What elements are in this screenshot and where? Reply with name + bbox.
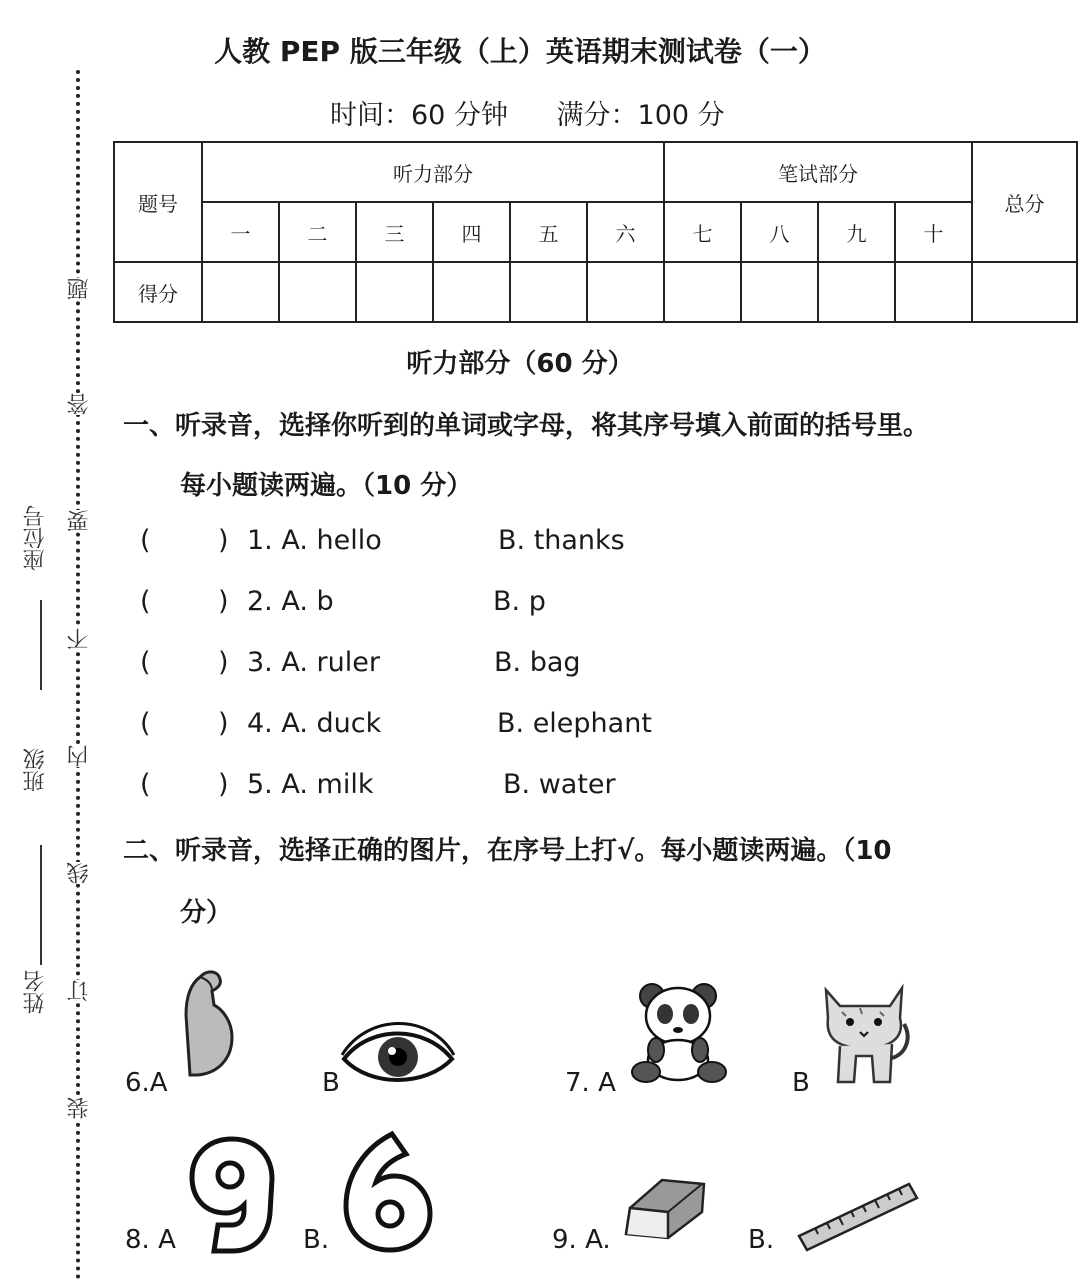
question-number: 九 xyxy=(818,202,895,262)
question-number: 十 xyxy=(895,202,972,262)
q2-sub: 分） xyxy=(180,898,233,928)
option-b: B. thanks xyxy=(498,525,625,556)
exam-full-marks: 满分：100 分 xyxy=(556,100,725,131)
seat-number-blank[interactable] xyxy=(40,600,42,690)
score-label: 得分 xyxy=(114,262,202,322)
q8-option-a-label[interactable]: 8. A xyxy=(125,1225,176,1255)
q9-option-a-label[interactable]: 9. A. xyxy=(552,1225,611,1255)
answer-paren-right: ) xyxy=(218,586,229,617)
binding-char: 要 xyxy=(64,510,90,532)
seat-number-label: 座位号 xyxy=(23,505,48,571)
number-nine-icon xyxy=(188,1135,278,1255)
total-header: 总分 xyxy=(972,142,1077,262)
score-table xyxy=(113,141,1078,323)
question-number: 六 xyxy=(587,202,664,262)
score-cell[interactable] xyxy=(741,262,818,322)
option-a: 3. A. ruler xyxy=(247,647,380,678)
section-title: 听力部分（60 分） xyxy=(406,349,634,379)
question-number: 三 xyxy=(356,202,433,262)
binding-char: 答 xyxy=(64,393,90,415)
score-cell[interactable] xyxy=(818,262,895,322)
question-number: 七 xyxy=(664,202,741,262)
question-number: 四 xyxy=(433,202,510,262)
writing-header: 笔试部分 xyxy=(664,142,972,202)
eye-icon xyxy=(340,1015,455,1095)
exam-time: 时间：60 分钟 xyxy=(330,100,508,131)
question-number: 八 xyxy=(741,202,818,262)
binding-char: 题 xyxy=(64,278,90,300)
exam-title: 人教 PEP 版三年级（上）英语期末测试卷（一） xyxy=(214,35,826,68)
answer-paren-left[interactable]: ( xyxy=(140,525,151,556)
q8-option-b-label[interactable]: B. xyxy=(303,1225,330,1255)
score-cell[interactable] xyxy=(587,262,664,322)
panda-icon xyxy=(630,980,730,1085)
answer-paren-left[interactable]: ( xyxy=(140,586,151,617)
binding-char: 订 xyxy=(64,980,90,1002)
option-a: 4. A. duck xyxy=(247,708,382,739)
option-a: 5. A. milk xyxy=(247,769,374,800)
answer-paren-left[interactable]: ( xyxy=(140,769,151,800)
score-cell[interactable] xyxy=(356,262,433,322)
score-cell[interactable] xyxy=(895,262,972,322)
q6-option-a-label[interactable]: 6.A xyxy=(125,1068,168,1098)
number-six-icon xyxy=(340,1130,435,1255)
q2-heading: 二、听录音，选择正确的图片，在序号上打√。每小题读两遍。（10 xyxy=(123,836,892,866)
binding-char: 内 xyxy=(64,745,90,767)
tihao-header: 题号 xyxy=(114,142,202,262)
arm-icon xyxy=(178,965,238,1080)
cat-icon xyxy=(820,978,915,1088)
answer-paren-left[interactable]: ( xyxy=(140,647,151,678)
option-b: B. p xyxy=(493,586,546,617)
answer-paren-left[interactable]: ( xyxy=(140,708,151,739)
q7-option-a-label[interactable]: 7. A xyxy=(565,1068,616,1098)
question-number: 二 xyxy=(279,202,356,262)
score-cell[interactable] xyxy=(279,262,356,322)
listening-header: 听力部分 xyxy=(202,142,664,202)
q1-heading: 一、听录音，选择你听到的单词或字母，将其序号填入前面的括号里。 xyxy=(123,411,930,441)
q9-option-b-label[interactable]: B. xyxy=(748,1225,775,1255)
class-blank[interactable] xyxy=(40,845,42,965)
score-cell[interactable] xyxy=(510,262,587,322)
name-label: 姓名 xyxy=(23,970,48,1014)
q7-option-b-label[interactable]: B xyxy=(792,1068,810,1098)
answer-paren-right: ) xyxy=(218,647,229,678)
score-cell[interactable] xyxy=(433,262,510,322)
option-b: B. elephant xyxy=(497,708,652,739)
q6-option-b-label[interactable]: B xyxy=(322,1068,340,1098)
eraser-icon xyxy=(622,1172,707,1242)
question-number: 五 xyxy=(510,202,587,262)
binding-char: 线 xyxy=(64,862,90,884)
score-cell[interactable] xyxy=(972,262,1077,322)
answer-paren-right: ) xyxy=(218,525,229,556)
option-b: B. bag xyxy=(494,647,581,678)
exam-meta xyxy=(330,93,765,132)
q1-sub: 每小题读两遍。（10 分） xyxy=(180,471,473,501)
binding-char: 装 xyxy=(64,1097,90,1119)
score-cell[interactable] xyxy=(664,262,741,322)
option-a: 1. A. hello xyxy=(247,525,382,556)
answer-paren-right: ) xyxy=(218,769,229,800)
question-number: 一 xyxy=(202,202,279,262)
option-a: 2. A. b xyxy=(247,586,334,617)
ruler-icon xyxy=(795,1180,920,1255)
binding-char: 不 xyxy=(64,628,90,650)
class-label: 班级 xyxy=(23,748,48,792)
score-cell[interactable] xyxy=(202,262,279,322)
answer-paren-right: ) xyxy=(218,708,229,739)
option-b: B. water xyxy=(503,769,616,800)
